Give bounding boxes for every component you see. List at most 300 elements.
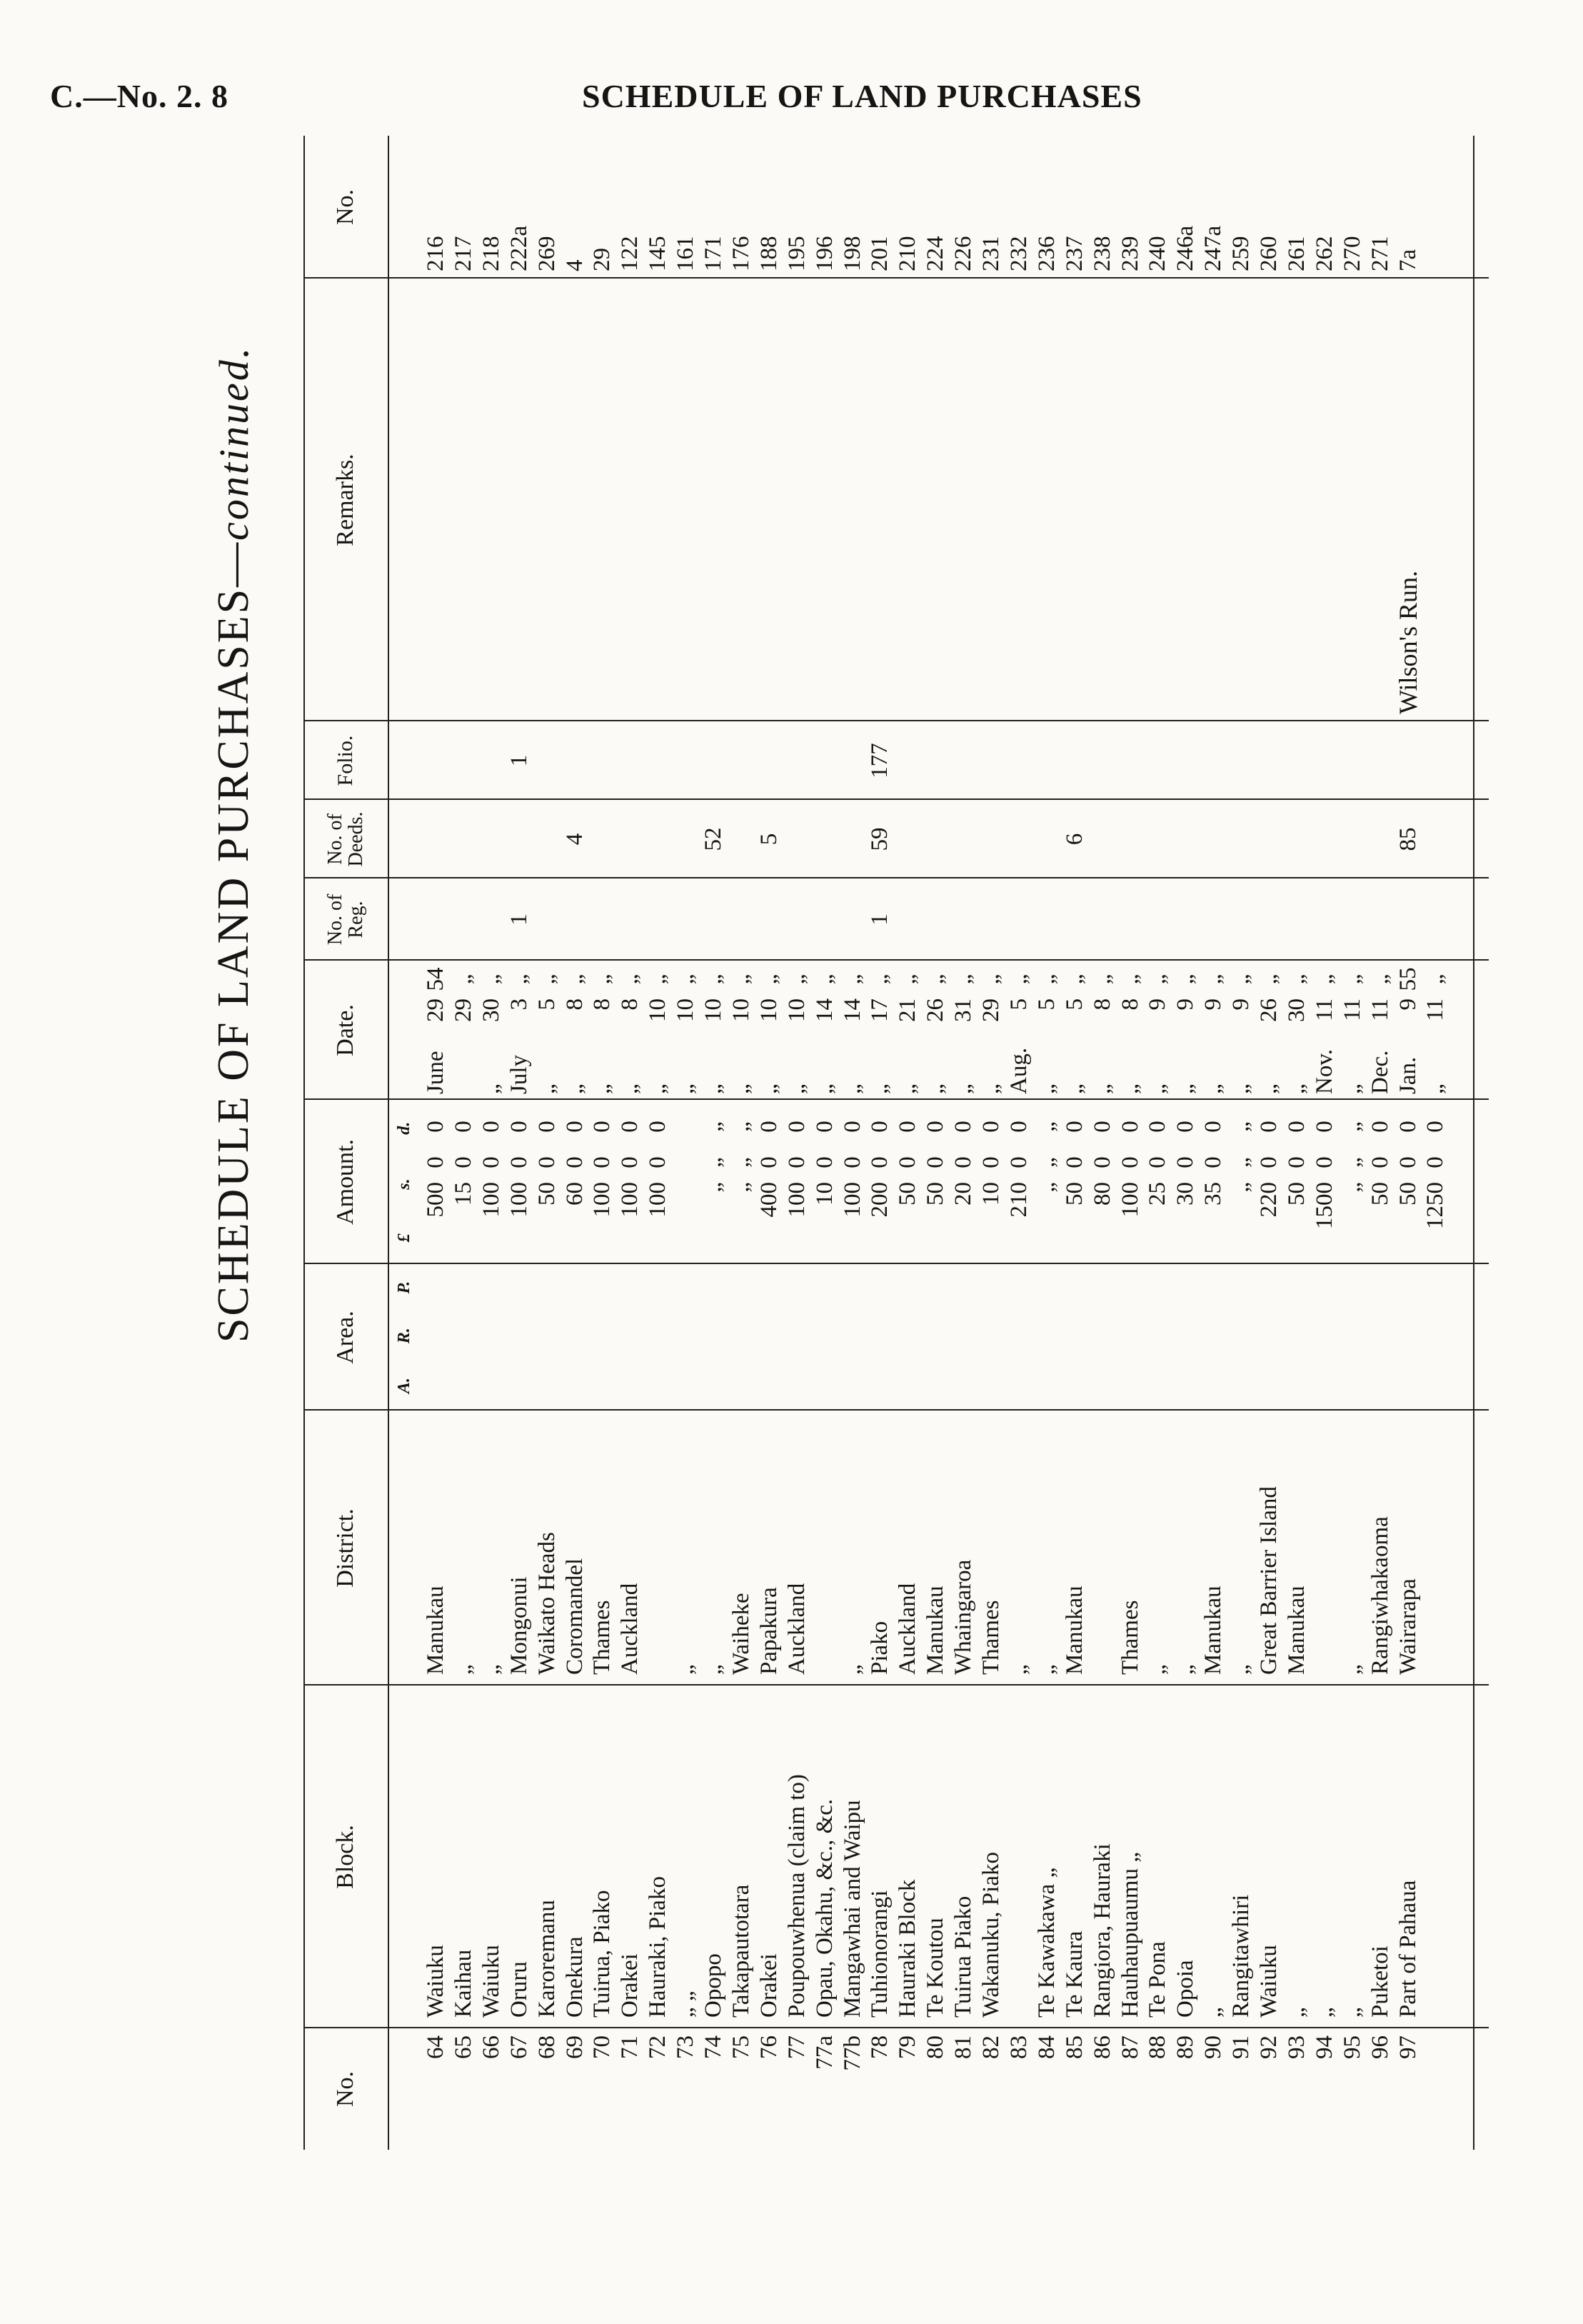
deeds-number (590, 803, 614, 875)
col-header-reg: No. of Reg. (323, 893, 367, 946)
amount-shillings: „ (1228, 1157, 1255, 1168)
folio-number (479, 725, 503, 796)
amount-pounds: 30 (1172, 1182, 1199, 1206)
registration-number (1423, 882, 1447, 957)
row-number: 96 (1367, 2035, 1393, 2059)
amount-pence: 0 (923, 1121, 949, 1133)
date-year: „ (1061, 973, 1087, 985)
deeds-number (1090, 803, 1115, 875)
page-number-header: C.—No. 2. 8 (50, 78, 228, 114)
amount-pounds: 50 (1367, 1182, 1393, 1206)
reference-number: 222a (506, 225, 532, 271)
row-number: 79 (895, 2035, 921, 2059)
remarks-text (1062, 286, 1087, 714)
block-name: Part of Pahaua (1394, 1880, 1421, 2018)
block-name: Rangitawhiri (1228, 1894, 1255, 2018)
date-month: „ (923, 1083, 949, 1094)
district-name: „ (1339, 1664, 1365, 1675)
remarks-text (923, 286, 948, 714)
row-number: 80 (923, 2035, 949, 2059)
row-number: 77 (783, 2035, 810, 2059)
reference-number: 226 (950, 236, 977, 271)
date-month: „ (1256, 1083, 1282, 1094)
date-year: „ (1145, 973, 1171, 985)
reference-number: 262 (1311, 236, 1337, 271)
block-name: Orakei (617, 1953, 643, 2018)
district-name: Great Barrier Island (1256, 1486, 1282, 1675)
registration-number (618, 882, 642, 957)
col-header-block: Block. (332, 1825, 359, 1889)
deeds-number (451, 803, 476, 875)
folio-number: 1 (506, 754, 532, 767)
row-number: 66 (478, 2035, 504, 2059)
deeds-number (1145, 803, 1170, 875)
amount-shillings: 0 (645, 1156, 671, 1168)
amount-pounds: 100 (478, 1182, 504, 1218)
folio-number (1396, 725, 1420, 796)
reference-number: 7a (1394, 249, 1421, 271)
date-month: „ (1061, 1083, 1087, 1094)
block-name: Takapautotara (728, 1884, 754, 2018)
amount-pounds: „ (1033, 1182, 1060, 1193)
amount-shillings: 0 (450, 1156, 476, 1168)
reference-number (1423, 143, 1447, 271)
row-number: 78 (867, 2035, 893, 2059)
row-number: 95 (1339, 2035, 1365, 2059)
remarks-text (1035, 286, 1059, 714)
col-divider (303, 1684, 1489, 1686)
remarks-text (1090, 286, 1115, 714)
date-year: „ (1367, 973, 1393, 985)
col-header-no-right: No. (332, 189, 359, 226)
reference-number: 259 (1228, 236, 1255, 271)
date-year: „ (1256, 973, 1282, 985)
registration-number (1173, 882, 1197, 957)
amount-pounds: „ (1228, 1182, 1255, 1193)
date-month: „ (645, 1083, 671, 1094)
amount-pence: „ (1339, 1121, 1365, 1132)
amount-pence: „ (1033, 1121, 1060, 1132)
date-day: 29 (423, 998, 448, 1022)
remarks-text (645, 286, 670, 714)
date-year: „ (450, 973, 476, 985)
remarks-text: Wilson's Run. (1393, 570, 1422, 714)
folio-number (1368, 725, 1392, 796)
amount-pence: 0 (867, 1121, 893, 1133)
district-name: „ (1145, 1664, 1171, 1675)
reference-number: 161 (673, 236, 699, 271)
deeds-number (423, 803, 448, 875)
row-number: 77a (811, 2035, 838, 2070)
amount-unit-shillings: s. (395, 1178, 413, 1190)
amount-pounds: 100 (783, 1182, 810, 1218)
remarks-text (673, 286, 698, 714)
district-name: Rangiwhakaoma (1367, 1516, 1393, 1675)
registration-number (1201, 882, 1225, 957)
amount-shillings: 0 (1200, 1156, 1227, 1168)
row-number: 71 (617, 2035, 643, 2059)
reference-number: 210 (895, 236, 921, 271)
district-name: Manukau (923, 1586, 949, 1675)
remarks-text (563, 286, 587, 714)
deeds-number (618, 803, 642, 875)
reference-number: 247a (1200, 225, 1227, 271)
folio-number (701, 725, 725, 796)
amount-pounds: 200 (867, 1182, 893, 1218)
folio-number (618, 725, 642, 796)
reference-number: 195 (783, 236, 810, 271)
amount-pounds: 210 (1005, 1182, 1032, 1218)
date-month: „ (1033, 1083, 1060, 1094)
deeds-number (1340, 803, 1365, 875)
date-day: 8 (589, 998, 615, 1011)
date-day: 10 (728, 998, 754, 1022)
deeds-number: 52 (700, 827, 726, 851)
deeds-number (1035, 803, 1059, 875)
folio-number (1062, 725, 1087, 796)
folio-number (1312, 725, 1337, 796)
registration-number (673, 882, 698, 957)
remarks-text (535, 286, 559, 714)
folio-number (645, 725, 670, 796)
date-year: „ (561, 973, 588, 985)
col-divider (303, 959, 1489, 961)
date-day: 11 (1422, 998, 1449, 1021)
date-day: 10 (783, 998, 810, 1022)
deeds-number (1229, 803, 1253, 875)
district-name: Manukau (1200, 1586, 1227, 1675)
amount-pounds: 50 (1283, 1182, 1310, 1206)
amount-pence: 0 (1367, 1121, 1393, 1133)
col-divider (303, 277, 1489, 279)
amount-shillings: „ (700, 1157, 726, 1168)
folio-number (1201, 725, 1225, 796)
district-name: Auckland (895, 1583, 921, 1675)
district-name: Manukau (1061, 1586, 1087, 1675)
date-day: 14 (811, 998, 838, 1022)
date-day: 8 (1089, 998, 1115, 1011)
remarks-text (1312, 286, 1337, 714)
folio-number (979, 725, 1003, 796)
row-number: 74 (700, 2035, 726, 2059)
row-number: 64 (423, 2035, 448, 2059)
row-number: 81 (950, 2035, 977, 2059)
amount-pence: 0 (755, 1121, 782, 1133)
date-month: „ (783, 1083, 810, 1094)
remarks-text (1340, 286, 1365, 714)
row-number: 84 (1033, 2035, 1060, 2059)
amount-pounds: 50 (533, 1182, 560, 1206)
date-day: 10 (700, 998, 726, 1022)
amount-shillings: 0 (1283, 1156, 1310, 1168)
amount-shillings: 0 (1005, 1156, 1032, 1168)
date-month: „ (728, 1083, 754, 1094)
amount-shillings: 0 (506, 1156, 532, 1168)
folio-number (785, 725, 809, 796)
date-month: „ (561, 1083, 588, 1094)
date-day: 14 (839, 998, 865, 1022)
block-name (1423, 1689, 1447, 2018)
date-year: „ (1172, 973, 1199, 985)
block-name: Rangiora, Hauraki (1089, 1843, 1115, 2018)
remarks-text (813, 286, 837, 714)
amount-pounds: 1500 (1311, 1182, 1337, 1229)
reference-number: 201 (867, 236, 893, 271)
amount-pounds: 25 (1145, 1182, 1171, 1206)
amount-shillings: 0 (755, 1156, 782, 1168)
date-month: Jan. (1394, 1056, 1421, 1094)
district-name: Papakura (755, 1587, 782, 1675)
date-month: „ (1228, 1083, 1255, 1094)
date-month: „ (1422, 1083, 1449, 1094)
amount-pence: 0 (1117, 1121, 1143, 1133)
col-header-district: District. (332, 1508, 359, 1588)
remarks-text (1423, 286, 1447, 714)
amount-pounds: 50 (1061, 1182, 1087, 1206)
folio-number (1035, 725, 1059, 796)
registration-number (729, 882, 753, 957)
amount-pence: 0 (839, 1121, 865, 1133)
deeds-number (1257, 803, 1281, 875)
reference-number: 224 (923, 236, 949, 271)
remarks-text (423, 286, 448, 714)
district-name: Waikato Heads (533, 1532, 560, 1675)
folio-number (895, 725, 920, 796)
date-year: „ (867, 973, 893, 985)
registration-number (1312, 882, 1337, 957)
land-purchase-table (303, 136, 1489, 2150)
date-month: June (423, 1051, 448, 1094)
district-name: „ (450, 1664, 476, 1675)
date-month: „ (867, 1083, 893, 1094)
block-name: Te Kaura (1061, 1930, 1087, 2018)
remarks-text (1173, 286, 1197, 714)
amount-shillings: 0 (1367, 1156, 1393, 1168)
date-day: 30 (478, 998, 504, 1022)
date-day: 17 (867, 998, 893, 1022)
date-day: 5 (1061, 998, 1087, 1011)
amount-pounds: „ (700, 1182, 726, 1193)
deeds-number (673, 803, 698, 875)
block-name: „ „ (673, 1990, 699, 2018)
registration-number (757, 882, 781, 957)
amount-shillings: 0 (839, 1156, 865, 1168)
block-name: Orakei (755, 1953, 782, 2018)
deeds-number (923, 803, 948, 875)
district-name: „ (700, 1664, 726, 1675)
date-year: „ (1200, 973, 1227, 985)
date-year: „ (1339, 973, 1365, 985)
date-month: „ (1089, 1083, 1115, 1094)
row-number: 82 (978, 2035, 1004, 2059)
amount-shillings: „ (1033, 1157, 1060, 1168)
row-number: 65 (450, 2035, 476, 2059)
block-name: Tuirua, Piako (589, 1890, 615, 2018)
date-year: „ (783, 973, 810, 985)
amount-pence: 0 (1145, 1121, 1171, 1133)
date-year: „ (589, 973, 615, 985)
district-name: Auckland (783, 1583, 810, 1675)
district-name: Mongonui (506, 1576, 532, 1675)
date-day: 29 (978, 998, 1004, 1022)
district-name: „ (673, 1664, 699, 1675)
date-year: „ (478, 973, 504, 985)
date-day: 11 (1311, 998, 1337, 1021)
remarks-text (1368, 286, 1392, 714)
reference-number: 261 (1283, 236, 1310, 271)
block-name: Hauraki, Piako (645, 1876, 671, 2018)
amount-pence (673, 1111, 698, 1143)
amount-pounds: 10 (811, 1182, 838, 1206)
amount-pounds: 60 (561, 1182, 588, 1206)
registration-number (1145, 882, 1170, 957)
registration-number (563, 882, 587, 957)
reference-number: 236 (1033, 236, 1060, 271)
date-month: „ (589, 1083, 615, 1094)
deeds-number (895, 803, 920, 875)
block-name: „ (1200, 2007, 1227, 2018)
amount-unit-pounds: £ (395, 1233, 413, 1243)
amount-shillings: „ (728, 1157, 754, 1168)
deeds-number (1285, 803, 1309, 875)
district-name: Wairarapa (1394, 1578, 1421, 1675)
reference-number: 240 (1145, 236, 1171, 271)
amount-shillings: 0 (978, 1156, 1004, 1168)
amount-shillings: 0 (1061, 1156, 1087, 1168)
block-name: Opau, Okahu, &c., &c. (811, 1798, 838, 2018)
date-day: 9 (1200, 998, 1227, 1011)
amount-pence: 0 (1422, 1121, 1449, 1133)
amount-pounds: 50 (895, 1182, 921, 1206)
date-year: „ (1311, 973, 1337, 985)
amount-pounds: 15 (450, 1182, 476, 1206)
remarks-text (785, 286, 809, 714)
deeds-number (479, 803, 503, 875)
date-month: „ (950, 1083, 977, 1094)
district-name (645, 1414, 670, 1675)
district-name: Thames (589, 1600, 615, 1675)
date-month: Aug. (1005, 1047, 1032, 1094)
reference-number: 246a (1172, 225, 1199, 271)
date-month: „ (1117, 1083, 1143, 1094)
date-month (451, 1036, 476, 1094)
col-header-no: No. (332, 2070, 359, 2108)
registration-number (951, 882, 975, 957)
row-number: 90 (1200, 2035, 1227, 2059)
amount-pence: „ (700, 1121, 726, 1132)
registration-number (1285, 882, 1309, 957)
registration-number (590, 882, 614, 957)
date-year: „ (1228, 973, 1255, 985)
date-day: 21 (895, 998, 921, 1022)
reference-number: 145 (645, 236, 671, 271)
row-number: 91 (1228, 2035, 1255, 2059)
block-name: Oruru (506, 1961, 532, 2018)
date-day: 10 (645, 998, 671, 1022)
block-name: Hauhaupuaumu „ (1117, 1852, 1143, 2018)
district-name: „ (1033, 1664, 1060, 1675)
row-number: 97 (1394, 2035, 1421, 2059)
reference-number: 260 (1256, 236, 1282, 271)
col-header-date: Date. (332, 1004, 359, 1056)
deeds-number (979, 803, 1003, 875)
block-name: Waiuku (1256, 1945, 1282, 2018)
date-year: „ (1117, 973, 1143, 985)
district-name: „ (1005, 1664, 1032, 1675)
remarks-text (1145, 286, 1170, 714)
block-name: Te Kawakawa „ (1033, 1867, 1060, 2018)
registration-number (813, 882, 837, 957)
amount-pounds: 20 (950, 1182, 977, 1206)
folio-number (1118, 725, 1142, 796)
row-number: 73 (673, 2035, 699, 2059)
amount-pounds: 35 (1200, 1182, 1227, 1206)
remarks-text (757, 286, 781, 714)
registration-number (1035, 882, 1059, 957)
remarks-text (1285, 286, 1309, 714)
row-number: 72 (645, 2035, 671, 2059)
deeds-number: 5 (755, 833, 782, 846)
row-number: 93 (1283, 2035, 1310, 2059)
date-year: „ (1422, 973, 1449, 985)
row-number: 89 (1172, 2035, 1199, 2059)
amount-pounds: 1250 (1422, 1182, 1449, 1229)
date-year: „ (506, 973, 532, 985)
col-divider (303, 1409, 1489, 1411)
remarks-text (590, 286, 614, 714)
folio-number (563, 725, 587, 796)
deeds-number (840, 803, 865, 875)
amount-shillings: 0 (923, 1156, 949, 1168)
reference-number: 29 (589, 248, 615, 271)
date-year: „ (645, 973, 671, 985)
col-divider (303, 2027, 1489, 2028)
table-title-main: SCHEDULE OF LAND PURCHASES— (209, 540, 258, 1343)
deeds-number (951, 803, 975, 875)
date-year: „ (533, 973, 560, 985)
date-month: „ (700, 1083, 726, 1094)
row-number: 70 (589, 2035, 615, 2059)
deeds-number (1201, 803, 1225, 875)
registration-number (1257, 882, 1281, 957)
district-name: Thames (1117, 1600, 1143, 1675)
folio-number (451, 725, 476, 796)
row-number: 77b (839, 2035, 865, 2071)
col-header-remarks: Remarks. (332, 454, 359, 546)
block-name: „ (1283, 2007, 1310, 2018)
amount-pence: 0 (423, 1121, 448, 1133)
remarks-text (868, 286, 892, 714)
amount-shillings: 0 (1256, 1156, 1282, 1168)
amount-shillings: 0 (589, 1156, 615, 1168)
folio-number (1340, 725, 1365, 796)
amount-unit-pence: d. (395, 1121, 413, 1135)
date-year: „ (895, 973, 921, 985)
folio-number: 177 (867, 743, 893, 778)
date-year: „ (923, 973, 949, 985)
header-rule (388, 136, 389, 2150)
amount-pounds: 220 (1256, 1182, 1282, 1218)
deeds-number (1368, 803, 1392, 875)
row-number: 88 (1145, 2035, 1171, 2059)
remarks-text (840, 286, 865, 714)
registration-number (535, 882, 559, 957)
district-name: Waiheke (728, 1593, 754, 1675)
amount-pounds: 500 (423, 1182, 448, 1218)
date-day: 9 (1228, 998, 1255, 1011)
amount-shillings: 0 (1394, 1156, 1421, 1168)
date-year: 55 (1394, 967, 1421, 991)
